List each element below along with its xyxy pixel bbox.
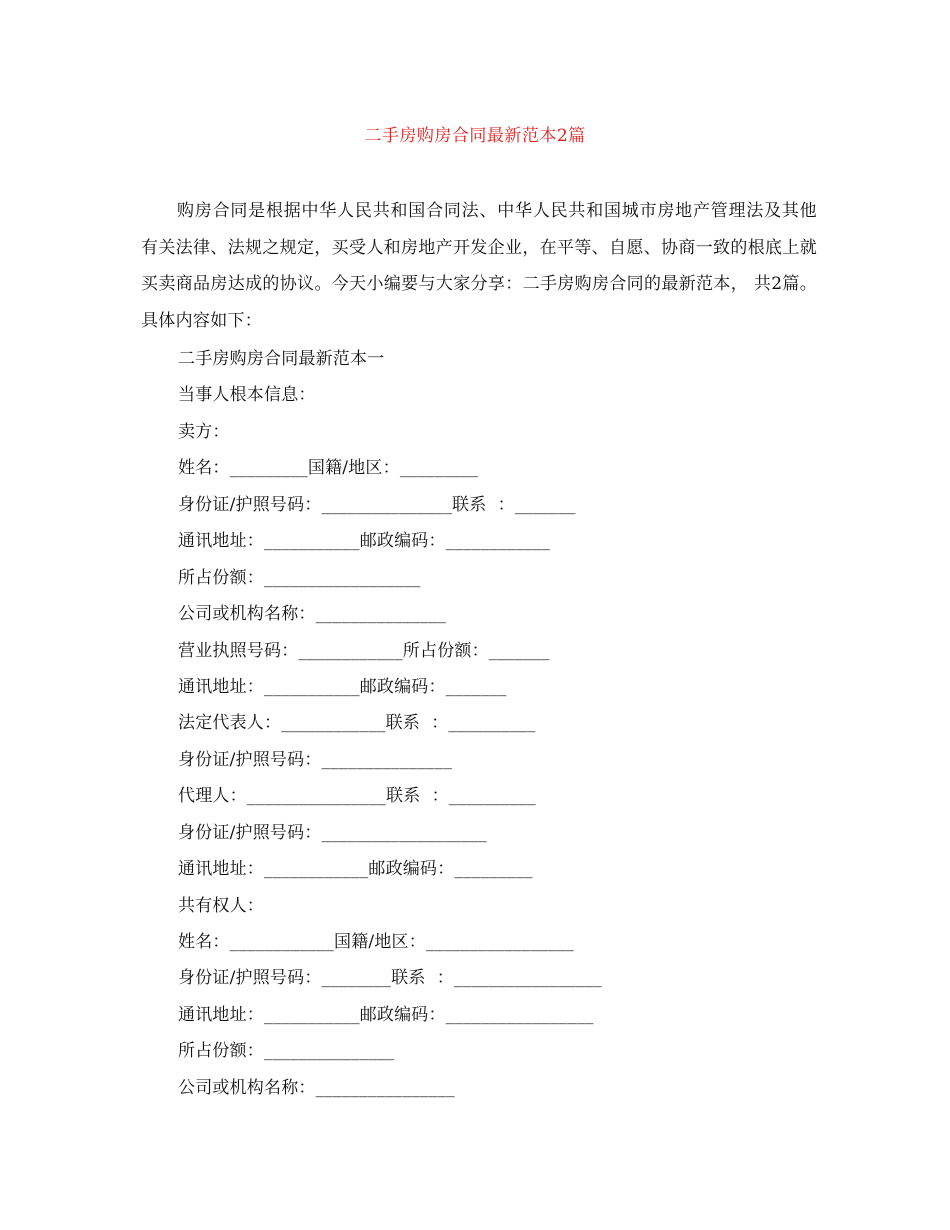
- form-line: 身份证/护照号码：_______________联系 ：_______: [178, 494, 576, 515]
- section-heading: 二手房购房合同最新范本一: [178, 349, 385, 369]
- form-line: 姓名：_________国籍/地区：_________: [178, 458, 479, 479]
- form-line: 所占份额：__________________: [178, 567, 421, 588]
- form-line: 通讯地址：___________邮政编码：_________________: [178, 1004, 594, 1025]
- form-line: 当事人根本信息：: [178, 385, 316, 406]
- form-line: 营业执照号码：____________所占份额：_______: [178, 640, 550, 661]
- form-line: 共有权人：: [178, 895, 264, 916]
- form-line: 所占份额：_______________: [178, 1041, 395, 1062]
- form-line: 代理人：________________联系 ：__________: [178, 786, 536, 807]
- contract-form-lines: [178, 341, 602, 1106]
- form-line: 身份证/护照号码：_______________: [178, 749, 453, 770]
- intro-paragraph: 购房合同是根据中华人民共和国合同法、中华人民共和国城市房地产管理法及其他有关法律、法规之规定，买受人和房地产开发企业，在平等、自愿、协商一致的根底上就买卖商品房达成的协议。今天小编要与大家分享：二手房购房合同的最新范本， 共2篇。具体内容如下：: [141, 201, 817, 331]
- form-line: 公司或机构名称：________________: [178, 1077, 455, 1098]
- form-line: 法定代表人：____________联系 ：__________: [178, 713, 536, 734]
- form-line: 通讯地址：___________邮政编码：____________: [178, 531, 551, 552]
- form-line: 卖方：: [178, 421, 230, 442]
- form-line: 公司或机构名称：_______________: [178, 604, 447, 625]
- form-line: 身份证/护照号码：________联系 ：_________________: [178, 968, 602, 989]
- document-title: 二手房购房合同最新范本2篇: [364, 126, 586, 146]
- form-line: 身份证/护照号码：___________________: [178, 822, 487, 843]
- form-line: 通讯地址：____________邮政编码：_________: [178, 859, 533, 880]
- form-line: 通讯地址：___________邮政编码：_______: [178, 676, 507, 697]
- form-line: 姓名：____________国籍/地区：_________________: [178, 932, 574, 952]
